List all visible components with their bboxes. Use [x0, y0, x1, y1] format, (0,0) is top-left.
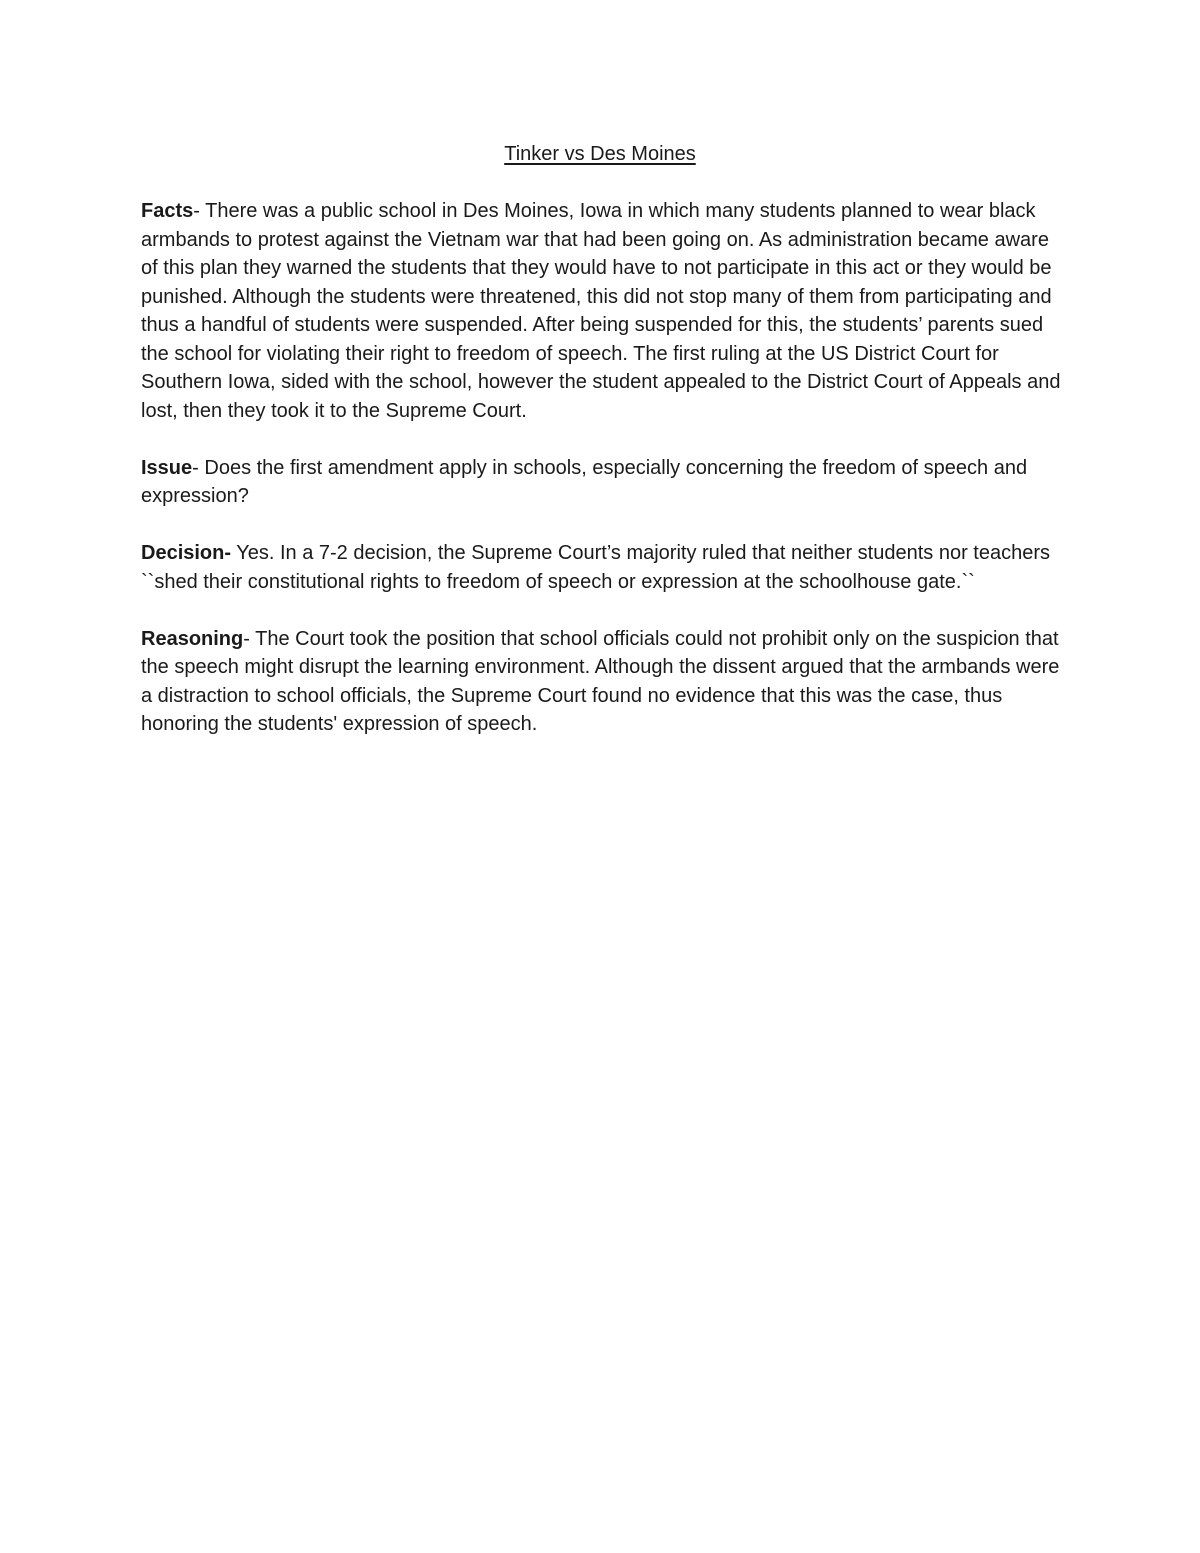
reasoning-label: Reasoning: [141, 627, 244, 650]
decision-label: Decision-: [141, 542, 232, 564]
reasoning-text: The Court took the position that school officials could not prohibit only on the suspicion that the speech might disrupt the learning environment. Although the dissent argued that the armbands were a distraction to school officials, the Supreme Court found no evidence that this was the case, thus honoring the students' expression of speech.: [141, 627, 1060, 735]
document-body: [141, 197, 1061, 767]
facts-text: There was a public school in Des Moines, Iowa in which many students planned to wear black armbands to protest against the Vietnam war that had been going on. As administration became aware of this plan they warned the students that they would have to not participate in this act or they would be punished. Although the students were threatened, this did not stop many of them from participating and thus a handful of students were suspended. After being suspended for this, the students’ parents sued the school for violating their right to freedom of speech. The first ruling at the US District Court for Southern Iowa, sided with the school, however the student appealed to the District Court of Appeals and lost, then they took it to the Supreme Court.: [141, 200, 1061, 422]
issue-separator: -: [192, 456, 205, 479]
issue-text: Does the first amendment apply in schools, especially concerning the freedom of speech and expression?: [141, 456, 1028, 507]
decision-paragraph: [141, 539, 1061, 596]
document-title: [0, 140, 1200, 168]
issue-label: Issue: [141, 456, 193, 479]
reasoning-paragraph: [141, 625, 1061, 739]
decision-text: Yes. In a 7-2 decision, the Supreme Court’s majority ruled that neither students nor teachers ``shed their constitutional rights to freedom of speech or expression at the schoolhouse gate.``: [141, 542, 1051, 593]
facts-paragraph: [141, 197, 1061, 425]
issue-paragraph: [141, 454, 1061, 511]
document-title-text: Tinker vs Des Moines: [504, 143, 696, 165]
facts-label: Facts: [141, 200, 194, 222]
reasoning-separator: -: [243, 627, 256, 650]
facts-separator: -: [193, 200, 206, 222]
